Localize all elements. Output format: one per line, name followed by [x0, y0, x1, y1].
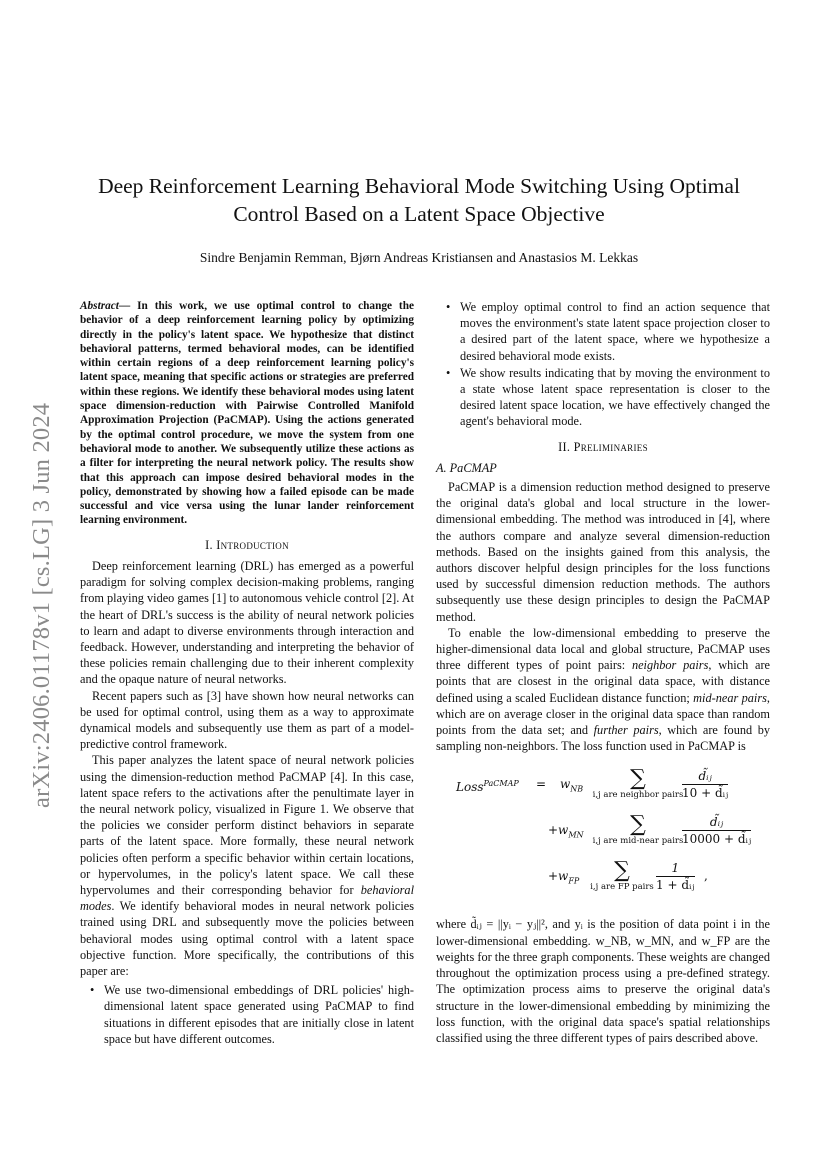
fraction-mid-near: $\frac{\text{d̃ᵢⱼ}}{\text{10000 + d̃ᵢⱼ}}$: [682, 815, 752, 847]
pacmap-p2-text-d: , which are found by sampling non-neighbors. The loss function used in PaCMAP is: [436, 723, 770, 754]
contribution-item-3: • We show results indicating that by moving the environment to a state whose latent space representation is closer to the desired latent space location, we have effectively changed the agent's behavioral mode.: [460, 365, 770, 430]
section-heading-introduction: I. Introduction: [205, 537, 289, 552]
intro-paragraph-3b: . We identify behavioral modes in neural network policies trained using DRL and subsequently move the policies between behavioral modes using optimal control with a latent space objective function. More specifically, the contributions of this paper are:: [80, 899, 414, 979]
fraction-fp: $\frac{1}{\text{1 + d̃ᵢⱼ}}$: [656, 861, 695, 893]
pacmap-p2-text-c: , which are on average closer in the original data space than random points from the data set; and: [436, 690, 770, 738]
abstract: [80, 299, 414, 528]
equation-row-2: [436, 814, 770, 854]
left-column: [80, 299, 414, 1048]
weight-fp: $+w_{FP}$: [548, 869, 580, 886]
intro-paragraph-1: Deep reinforcement learning (DRL) has emerged as a powerful paradigm for solving complex decision-making problems, ranging from playing video games [1] to autonomous vehicle control [2]. At the heart of DRL's success is the ability of neural network policies to learn and adapt to diverse environments through interaction and feedback. However, understanding and interpreting the behavior of these policies remain challenging due to their inherent complexity and the opaque nature of neural networks.: [80, 558, 414, 687]
pacmap-paragraph-2: [436, 625, 770, 755]
pacmap-p2-text-a: To enable the low-dimensional embedding to preserve the higher-dimensional data local and global structure, PaCMAP uses three different types of point pairs:: [436, 625, 770, 673]
abstract-text: — In this work, we use optimal control to change the behavior of a deep reinforcement learning policy by optimizing directly in the policy's latent space. We hypothesize that distinct behavioral patterns, termed behavioral modes, can be identified within certain regions of a deep reinforcement learning policy's latent space, meaning that specific actions or strategies are preferred within these regions. We identify these behavioral modes using latent space dimension-reduction with Pairwise Controlled Manifold Approximation Projection (PaCMAP). Using the actions generated by the optimal control procedure, we move the system from one behavioral mode to another. We subsequently utilize these actions as a filter for interpreting the neural network policy. The results show that this approach can impose desired behavioral modes in the policy, demonstrated by showing how a failed episode can be made successful and vice versa using the lunar lander reinforcement learning environment.: [80, 300, 414, 527]
behavioral-modes-term: behavioral modes: [80, 883, 414, 914]
further-pairs-term: further pairs: [593, 723, 659, 738]
sigma-symbol: ∑: [630, 812, 646, 838]
equation-row-3: [436, 860, 770, 900]
sigma-symbol: ∑: [630, 766, 646, 792]
sum-subscript: i,j are neighbor pairs: [592, 790, 684, 801]
weight-mn: $+w_{MN}$: [548, 823, 584, 840]
equation-equals: =: [536, 777, 547, 792]
right-column: [436, 299, 770, 1046]
intro-paragraph-2: Recent papers such as [3] have shown how neural networks can be used for optimal control, using them as a way to approximate dynamical models and subsequently use them as part of a model-predictive control framework.: [80, 688, 414, 752]
sum-mid-near-pairs: [578, 814, 698, 846]
equation-comma: ,: [704, 869, 708, 884]
pacmap-p2-text-b: , which are points that are closest in the original data space, with distance defined using a scaled Euclidean distance function;: [436, 658, 770, 705]
mid-near-pairs-term: mid-near pairs: [693, 690, 767, 705]
contributions-list: [80, 982, 414, 1047]
pacmap-loss-equation: [436, 768, 770, 906]
intro-paragraph-3: [80, 752, 414, 979]
arxiv-identifier: arXiv:2406.01178v1 [cs.LG] 3 Jun 2024: [28, 402, 55, 808]
weight-nb: $w_{NB}$: [560, 777, 584, 794]
sigma-symbol: ∑: [614, 858, 630, 884]
intro-paragraph-3a: This paper analyzes the latent space of neural network policies using the dimension-reduction method PaCMAP [4]. In this case, latent space refers to the activations after the penultimate layer in the neural network policy, visualized in Figure 1. We observe that the policies we consider perform distinct behaviors in separate parts of the latent space. More formally, these neural network policies often perform a specific behavior within certain locations, or hypervolumes, in the policy's latent space. We call these hypervolumes and their corresponding behavior for: [80, 753, 414, 898]
neighbor-pairs-term: neighbor pairs: [631, 658, 709, 673]
equation-lhs: Loss$^{PaCMAP}$: [456, 779, 519, 795]
section-heading-preliminaries: II. Preliminaries: [558, 439, 648, 454]
abstract-label: Abstract: [80, 300, 119, 312]
contribution-item-2: • We employ optimal control to find an action sequence that moves the environment's state latent space projection closer to a desired part of the latent space, where we hypothesize a desired behavioral mode exists.: [460, 299, 770, 364]
contribution-item-1: • We use two-dimensional embeddings of DRL policies' high-dimensional latent space generated using PaCMAP to find situations in different episodes that are initially close in latent space but have different outcomes.: [104, 982, 414, 1047]
pacmap-paragraph-3: where d̃ᵢⱼ = ||yᵢ − yⱼ||², and yᵢ is the position of data point i in the lower-dimensional embedding. w_NB, w_MN, and w_FP are the weights for the three graph components. These weights are changed throughout the optimization process using a pre-defined strategy. The optimization process aims to preserve the original data's structure in the lower-dimensional embedding by minimizing the loss function, with the original data space's spatial relationships classified using the three different types of pairs described above.: [436, 917, 770, 1045]
sum-neighbor-pairs: [578, 768, 698, 800]
pacmap-paragraph-1: PaCMAP is a dimension reduction method designed to preserve the original data's global and local structure in the lower-dimensional embedding. The method was introduced in [4], where the authors compare and analyze several dimension-reduction methods. Based on the insights gained from this analysis, the authors discover helpful design principles for the loss functions used by successful dimension reduction methods. The authors subsequently use these design principles to design the PaCMAP method.: [436, 480, 770, 624]
subsection-heading-pacmap: A. PaCMAP: [436, 460, 497, 475]
sum-subscript: i,j are mid-near pairs: [592, 836, 684, 847]
sum-subscript: i,j are FP pairs: [590, 882, 654, 893]
equation-row-1: [436, 768, 770, 808]
fraction-neighbor: $\frac{\text{d̃ᵢⱼ}}{\text{10 + d̃ᵢⱼ}}$: [682, 769, 729, 801]
contributions-list-continued: [436, 299, 770, 430]
paper-title: Deep Reinforcement Learning Behavioral Mode Switching Using Optimal Control Based on a Latent Space Objective: [98, 174, 740, 226]
paper-authors: Sindre Benjamin Remman, Bjørn Andreas Kristiansen and Anastasios M. Lekkas: [199, 250, 639, 265]
